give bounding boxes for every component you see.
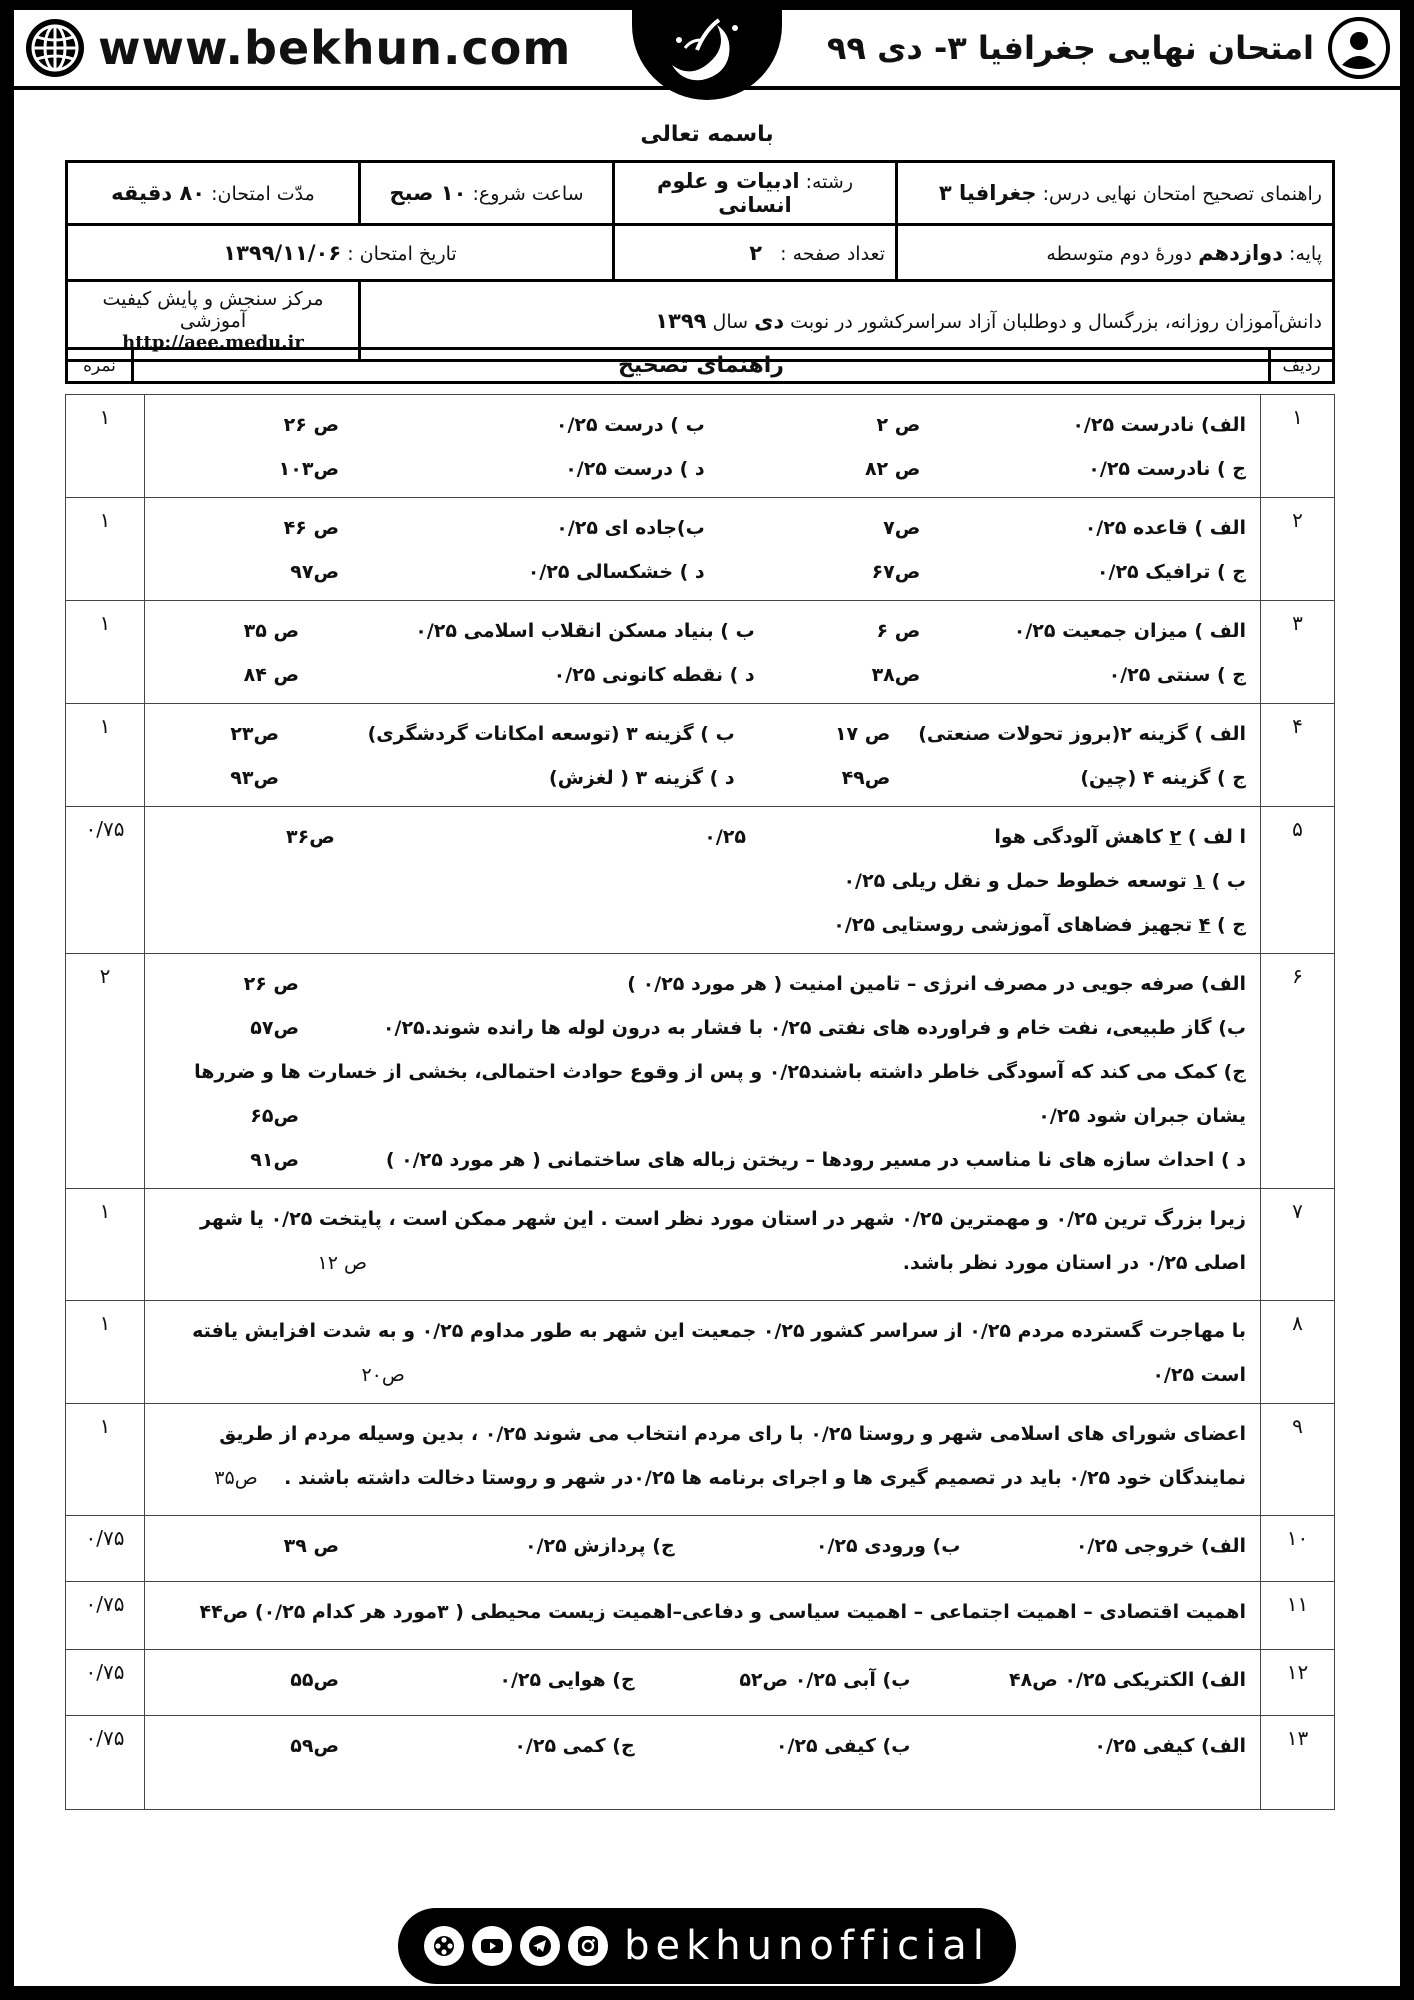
info-duration: مدّت امتحان: ۸۰ دقیقه bbox=[67, 162, 360, 225]
row-score: ۱ bbox=[66, 1301, 145, 1404]
col-guide: راهنمای تصحیح bbox=[133, 349, 1270, 383]
social-icons bbox=[424, 1926, 608, 1966]
answer-text: الف) صرفه جویی در مصرف انرژی – تامین امنیت ( هر مورد ۰/۲۵ ) ص ۲۶ ب) گاز طبیعی، نفت خام و فراورده های نفتی ۰/۲۵ با فشار به درون لوله ها رانده شوند.۰/۲۵ ص۵۷ ج) کمک می کند که آسودگی خاطر داشته باشند۰/۲۵ و پس از وقوع حوادث احتمالی، بخشی از خسارت ها و ضررها یشان جبران شود ۰/۲۵ ص۶۵ د ) احداث سازه های نا مناسب در مسیر رودها – ریختن زباله های ساختمانی ( هر مورد ۰/۲۵ ) ص۹۱ bbox=[145, 954, 1261, 1189]
row-score: ۱ bbox=[66, 704, 145, 807]
aparat-icon[interactable] bbox=[424, 1926, 464, 1966]
bekhun-logo-mark bbox=[657, 10, 757, 90]
answer-row bbox=[66, 1582, 1335, 1650]
row-number: ۴ bbox=[1261, 704, 1335, 807]
answer-row bbox=[66, 954, 1335, 1189]
row-number: ۶ bbox=[1261, 954, 1335, 1189]
answer-text: اعضای شورای های اسلامی شهر و روستا ۰/۲۵ با رای مردم انتخاب می شوند ۰/۲۵ ، بدین وسیله مردم از طریق نمایندگان خود ۰/۲۵ باید در تصمیم گیری ها و اجرای برنامه ها ۰/۲۵در شهر و روستا دخالت داشته باشند . ص۳۵ bbox=[145, 1404, 1261, 1516]
answer-column-headers bbox=[65, 347, 1335, 384]
row-number: ۱۳ bbox=[1261, 1716, 1335, 1810]
answer-text: ا لف ) ۲ کاهش آلودگی هوا ۰/۲۵ ص۳۶ ب ) ۱ توسعه خطوط حمل و نقل ریلی ۰/۲۵ ج ) ۴ تجهیز فضاهای آموزشی روستایی ۰/۲۵ bbox=[145, 807, 1261, 954]
answer-row bbox=[66, 1189, 1335, 1301]
answer-row bbox=[66, 601, 1335, 704]
answer-row bbox=[66, 1716, 1335, 1810]
row-score: ۱ bbox=[66, 395, 145, 498]
answer-row bbox=[66, 1516, 1335, 1582]
row-score: ۰/۷۵ bbox=[66, 1516, 145, 1582]
answer-row bbox=[66, 1650, 1335, 1716]
row-score: ۱ bbox=[66, 601, 145, 704]
youtube-icon[interactable] bbox=[472, 1926, 512, 1966]
answer-text: زیرا بزرگ ترین ۰/۲۵ و مهمترین ۰/۲۵ شهر در استان مورد نظر است . این شهر ممکن است ، پایتخت ۰/۲۵ یا شهر اصلی ۰/۲۵ در استان مورد نظر باشد. ص ۱۲ bbox=[145, 1189, 1261, 1301]
answers-table bbox=[65, 394, 1335, 1810]
answer-text: الف) الکتریکی ۰/۲۵ ص۴۸ ب) آبی ۰/۲۵ ص۵۲ ج) هوایی ۰/۲۵ ص۵۵ bbox=[145, 1650, 1261, 1716]
row-number: ۵ bbox=[1261, 807, 1335, 954]
answer-row bbox=[66, 395, 1335, 498]
telegram-icon[interactable] bbox=[520, 1926, 560, 1966]
row-score: ۱ bbox=[66, 1189, 145, 1301]
row-number: ۱۲ bbox=[1261, 1650, 1335, 1716]
answer-row bbox=[66, 498, 1335, 601]
answer-text: الف) خروجی ۰/۲۵ ب) ورودی ۰/۲۵ ج) پردازش ۰/۲۵ ص ۳۹ bbox=[145, 1516, 1261, 1582]
globe-icon bbox=[24, 17, 86, 79]
answer-text: الف) نادرست ۰/۲۵ ص ۲ ب ) درست ۰/۲۵ ص ۲۶ ج ) نادرست ۰/۲۵ ص ۸۲ د ) درست ۰/۲۵ ص۱۰۳ bbox=[145, 395, 1261, 498]
row-number: ۳ bbox=[1261, 601, 1335, 704]
answer-text: الف) کیفی ۰/۲۵ ب) کیفی ۰/۲۵ ج) کمی ۰/۲۵ ص۵۹ bbox=[145, 1716, 1261, 1810]
answer-row bbox=[66, 1404, 1335, 1516]
answer-row bbox=[66, 704, 1335, 807]
answer-row bbox=[66, 1301, 1335, 1404]
col-score: نمره bbox=[67, 349, 133, 383]
exam-info-table bbox=[65, 160, 1335, 362]
answer-text: اهمیت اقتصادی – اهمیت اجتماعی – اهمیت سیاسی و دفاعی–اهمیت زیست محیطی ( ۳مورد هر کدام ۰/۲۵) ص۴۴ bbox=[145, 1582, 1261, 1650]
row-score: ۰/۷۵ bbox=[66, 1650, 145, 1716]
user-circle-icon bbox=[1328, 17, 1390, 79]
row-score: ۱ bbox=[66, 498, 145, 601]
row-number: ۲ bbox=[1261, 498, 1335, 601]
row-number: ۹ bbox=[1261, 1404, 1335, 1516]
center-name: مرکز سنجش و پایش کیفیت آموزشی bbox=[102, 288, 324, 332]
row-score: ۰/۷۵ bbox=[66, 807, 145, 954]
col-row: ردیف bbox=[1270, 349, 1334, 383]
row-number: ۱ bbox=[1261, 395, 1335, 498]
exam-title: امتحان نهایی جغرافیا ۳- دی ۹۹ bbox=[826, 29, 1314, 67]
info-field: رشته: ادبیات و علوم انسانی bbox=[614, 162, 897, 225]
site-link[interactable] bbox=[14, 10, 571, 86]
info-course: راهنمای تصحیح امتحان نهایی درس: جغرافیا ۳ bbox=[897, 162, 1334, 225]
row-score: ۱ bbox=[66, 1404, 145, 1516]
center-url[interactable]: http://aee.medu.ir bbox=[122, 332, 304, 353]
info-pages: تعداد صفحه : ۲ bbox=[614, 225, 897, 281]
answer-text: الف ) میزان جمعیت ۰/۲۵ ص ۶ ب ) بنیاد مسکن انقلاب اسلامی ۰/۲۵ ص ۳۵ ج ) سنتی ۰/۲۵ ص۳۸ د ) نقطه کانونی ۰/۲۵ ص ۸۴ bbox=[145, 601, 1261, 704]
row-score: ۰/۷۵ bbox=[66, 1716, 145, 1810]
answer-text: الف ) قاعده ۰/۲۵ ص۷ ب)جاده ای ۰/۲۵ ص ۴۶ ج ) ترافیک ۰/۲۵ ص۶۷ د ) خشکسالی ۰/۲۵ ص۹۷ bbox=[145, 498, 1261, 601]
row-number: ۸ bbox=[1261, 1301, 1335, 1404]
answer-row bbox=[66, 807, 1335, 954]
instagram-icon[interactable] bbox=[568, 1926, 608, 1966]
info-date: تاریخ امتحان : ۱۳۹۹/۱۱/۰۶ bbox=[67, 225, 614, 281]
info-start-time: ساعت شروع: ۱۰ صبح bbox=[360, 162, 614, 225]
social-footer bbox=[398, 1908, 1016, 1984]
answer-text: با مهاجرت گسترده مردم ۰/۲۵ از سراسر کشور ۰/۲۵ جمعیت این شهر به طور مداوم ۰/۲۵ و به شدت افزایش یافته است ۰/۲۵ ص۲۰ bbox=[145, 1301, 1261, 1404]
row-number: ۱۱ bbox=[1261, 1582, 1335, 1650]
info-grade: پایه: دوازدهم دورهٔ دوم متوسطه bbox=[897, 225, 1334, 281]
social-handle[interactable]: bekhunofficial bbox=[624, 1923, 990, 1969]
row-number: ۷ bbox=[1261, 1189, 1335, 1301]
site-url: www.bekhun.com bbox=[98, 21, 572, 75]
row-score: ۰/۷۵ bbox=[66, 1582, 145, 1650]
answer-text: الف ) گزینه ۲(بروز تحولات صنعتی) ص ۱۷ ب ) گزینه ۳ (توسعه امکانات گردشگری) ص۲۳ ج ) گزینه ۴ (چین) ص۴۹ د ) گزینه ۳ ( لغزش) ص۹۳ bbox=[145, 704, 1261, 807]
row-score: ۲ bbox=[66, 954, 145, 1189]
row-number: ۱۰ bbox=[1261, 1516, 1335, 1582]
info-students: دانش‌آموزان روزانه، بزرگسال و دوطلبان آزاد سراسرکشور در نوبت دی سال ۱۳۹۹ bbox=[360, 281, 1334, 361]
doc-bismillah: باسمه تعالی bbox=[640, 122, 774, 147]
